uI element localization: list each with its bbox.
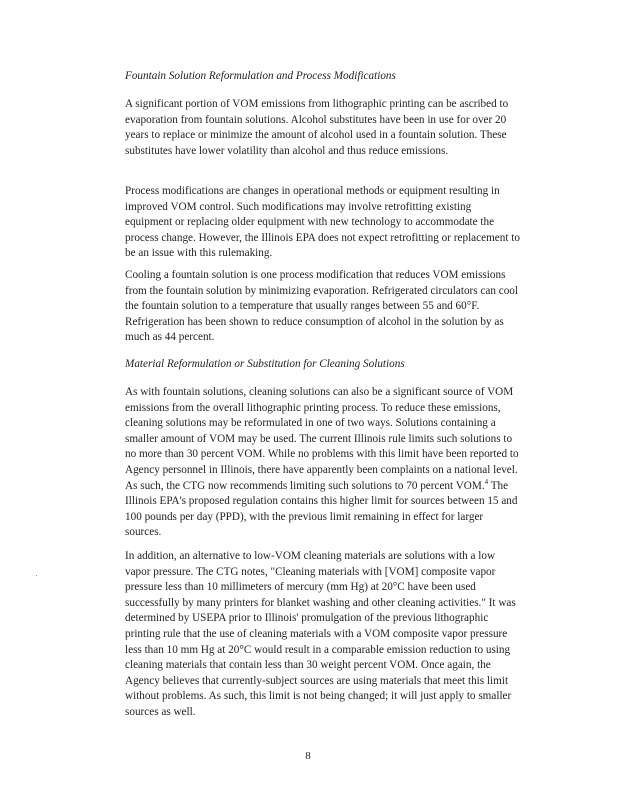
scan-speck [36, 575, 37, 576]
footnote-marker: 4 [484, 477, 489, 486]
paragraph-cleaning-solutions-text: As with fountain solutions, cleaning solutions can also be a significant source of VOM emissions from the overall lithographic printing process. To reduce these emissions, cleaning solutions may be reformulated in one of two ways. Solutions containing a smaller amount of VOM may be used. The current Illinois rule limits such solutions to no more than 30 percent VOM. While no problems with this limit have been reported to Agency personnel in Illinois, there have apparently been complaints on a national level. As such, the CTG now recommends limiting such solutions to 70 percent VOM. [125, 386, 519, 492]
paragraph-alcohol-substitutes: A significant portion of VOM emissions from lithographic printing can be ascribed to evaporation from fountain solutions. Alcohol substitutes have been in use for over 20 years to replace or minimize the amount of alcohol used in a fountain solution. These substitutes have lower volatility than alcohol and thus reduce emissions. [125, 98, 509, 157]
section-heading-fountain-solution: Fountain Solution Reformulation and Process Modifications [125, 70, 396, 82]
section-heading-cleaning-solutions: Material Reformulation or Substitution for Cleaning Solutions [125, 358, 405, 370]
paragraph-cleaning-solutions-continuation: The Illinois EPA's proposed regulation contains this higher limit for sources between 15 and 100 pounds per day (PPD), with the previous limit remaining in effect for larger sources. [125, 479, 518, 539]
paragraph-low-vapor-pressure: In addition, an alternative to low-VOM cleaning materials are solutions with a low vapor pressure. The CTG notes, "Cleaning materials with [VOM] composite vapor pressure less than 10 millimeters of mercury (mm Hg) at 20°C have been used successfully by many printers for blanket washing and other cleaning activities." It was determined by USEPA prior to Illinois' promulgation of the previous lithographic printing rule that the use of cleaning materials with a VOM composite vapor pressure less than 10 mm Hg at 20°C would result in a comparable emission reduction to using cleaning materials that contain less than 30 weight percent VOM. Once again, the Agency believes that currently-subject sources are using materials that meet this limit without problems. As such, this limit is not being changed; it will just apply to smaller sources as well. [125, 550, 516, 718]
paragraph-cooling-fountain-solution: Cooling a fountain solution is one process modification that reduces VOM emissions from the fountain solution by minimizing evaporation. Refrigerated circulators can cool the fountain solution to a temperature that usually ranges between 55 and 60°F. Refrigeration has been shown to reduce consumption of alcohol in the solution by as much as 44 percent. [125, 269, 518, 344]
page-number: 8 [305, 750, 311, 762]
paragraph-process-modifications: Process modifications are changes in operational methods or equipment resulting in improved VOM control. Such modifications may involve retrofitting existing equipment or replacing older equipment with new technology to accommodate the process change. However, the Illinois EPA does not expect retrofitting or replacement to be an issue with this rulemaking. [125, 185, 520, 260]
paragraph-cleaning-solutions [125, 385, 520, 541]
